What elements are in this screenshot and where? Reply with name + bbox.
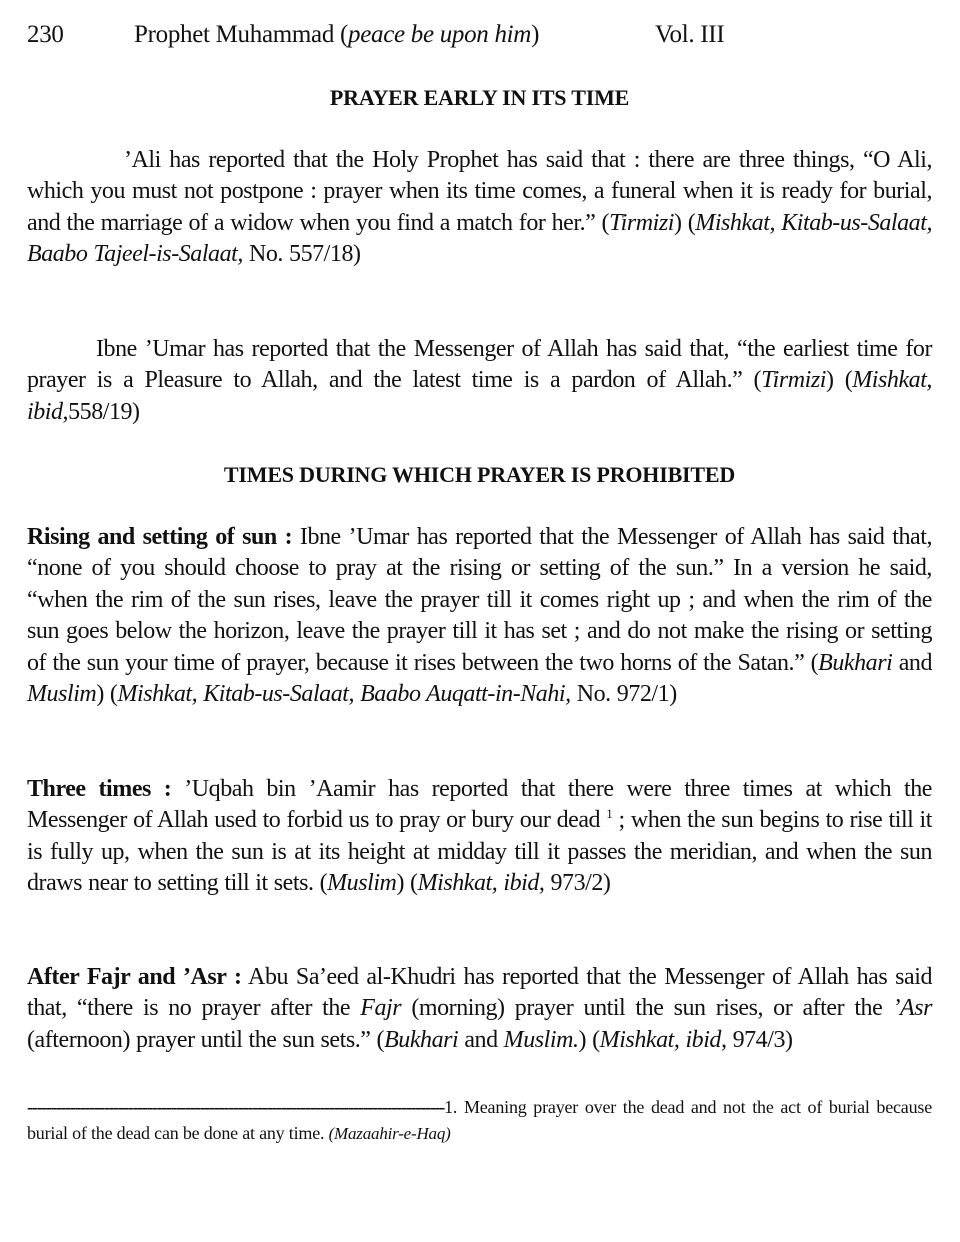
section-heading-prohibited-times: TIMES DURING WHICH PRAYER IS PROHIBITED — [223, 462, 736, 487]
paragraph-rising-setting-sun: Rising and setting of sun : Ibne ’Umar has reported that the Messenger of Allah has said that, “none of you should choose to pray at the rising or setting of the sun.” In a version he said, “when the rim of the sun rises, leave the prayer till it comes right up ; and when the rim of the sun goes below the horizon, leave the prayer till it has set ; and do not make the rising or setting of the sun your time of prayer, because it rises between the two horns of the Satan.” (Bukhari and Muslim) (Mishkat, Kitab-us-Salaat, Baabo Auqatt-in-Nahi, No. 972/1) — [27, 524, 932, 708]
paragraph-label: After Fajr and ’Asr : — [27, 964, 242, 990]
book-title: Prophet Muhammad (peace be upon him) — [134, 21, 540, 48]
paragraph-ibne-umar-hadith: Ibne ’Umar has reported that the Messenger of Allah has said that, “the earliest time for prayer is a Pleasure to Allah, and the latest time is a pardon of Allah.” (Tirmizi) (Mishkat, ibid,558/19) — [27, 336, 932, 425]
volume-label: Vol. III — [655, 21, 725, 48]
footnote — [27, 1094, 932, 1147]
paragraph-three-times: Three times : ’Uqbah bin ’Aamir has reported that there were three times at which the Messenger of Allah used to forbid us to pray or bury our dead $^1$ ; when the sun begins to rise till it is fully up, when the sun is at its height at midday till it passes the meridian, and when the sun draws near to setting till it sets. (Muslim) (Mishkat, ibid, 973/2) — [27, 776, 932, 897]
page-number: 230 — [27, 21, 64, 48]
footnote-source: (Mazaahir-e-Haq) — [328, 1124, 451, 1143]
footnote-rule: --------------------------------------------------------------------------------------- — [27, 1097, 445, 1117]
footnote-marker: 1 — [606, 806, 613, 822]
section-heading-prayer-early: PRAYER EARLY IN ITS TIME — [329, 85, 630, 110]
footnote-text: 1. Meaning prayer over the dead and not the act of burial because burial of the dead can be done at any time. — [27, 1097, 932, 1143]
running-head — [27, 20, 932, 50]
paragraph-label: Three times : — [27, 776, 172, 802]
paragraph-ali-hadith: ’Ali has reported that the Holy Prophet has said that : there are three things, “O Ali, which you must not postpone : prayer when its time comes, a funeral when it is ready for burial, and the marriage of a widow when you find a match for her.” (Tirmizi) (Mishkat, Kitab-us-Salaat, Baabo Tajeel-is-Salaat, No. 557/18) — [27, 147, 933, 268]
paragraph-after-fajr-asr: After Fajr and ’Asr : Abu Sa’eed al-Khudri has reported that the Messenger of Allah has said that, “there is no prayer after the Fajr (morning) prayer until the sun rises, or after the ’Asr (afternoon) prayer until the sun sets.” (Bukhari and Muslim.) (Mishkat, ibid, 974/3) — [27, 964, 932, 1053]
paragraph-label: Rising and setting of sun : — [27, 524, 293, 550]
